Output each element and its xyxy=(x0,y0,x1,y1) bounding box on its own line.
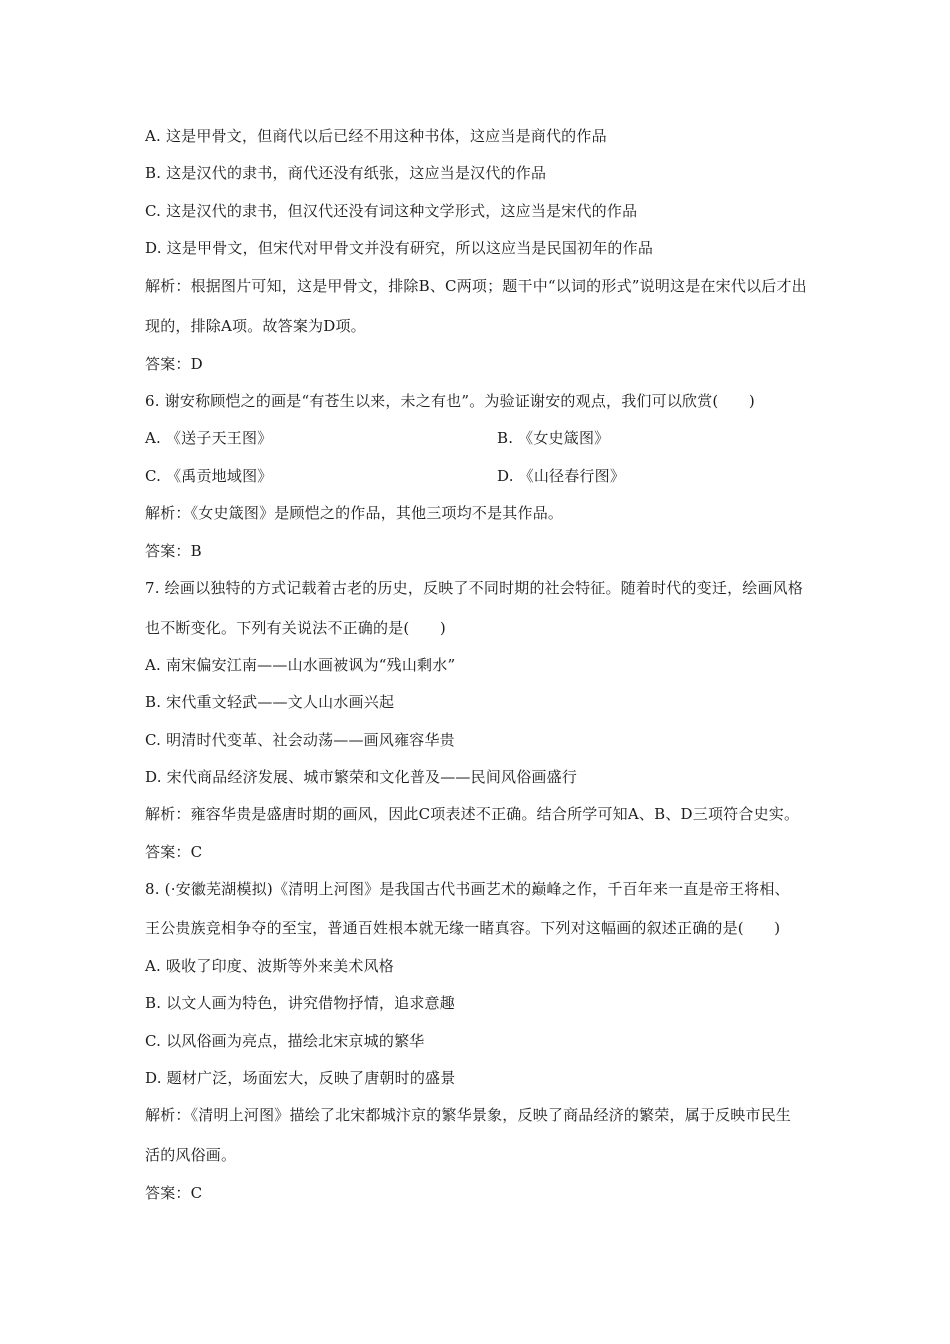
q6-options-row1 xyxy=(145,428,610,448)
q8-analysis-line1: 解析：《清明上河图》描绘了北宋都城汴京的繁华景象，反映了商品经济的繁荣，属于反映市民生 xyxy=(145,1106,792,1124)
q5-analysis-line2: 现的，排除A项。故答案为D项。 xyxy=(145,317,366,335)
q6-options-row2 xyxy=(145,466,626,486)
q8-analysis-line2: 活的风俗画。 xyxy=(145,1146,237,1164)
q6-analysis: 解析：《女史箴图》是顾恺之的作品，其他三项均不是其作品。 xyxy=(145,504,564,522)
q7-answer: 答案：C xyxy=(145,843,203,861)
q8-option-a: A. 吸收了印度、波斯等外来美术风格 xyxy=(145,957,394,975)
q8-option-c: C. 以风俗画为亮点，描绘北宋京城的繁华 xyxy=(145,1032,425,1050)
q7-analysis: 解析：雍容华贵是盛唐时期的画风，因此C项表述不正确。结合所学可知A、B、D三项符合史实。 xyxy=(145,805,800,823)
q8-option-d: D. 题材广泛，场面宏大，反映了唐朝时的盛景 xyxy=(145,1069,456,1087)
q6-answer: 答案：B xyxy=(145,542,202,560)
q6-option-d: D. 《山径春行图》 xyxy=(497,467,626,485)
q5-analysis-line1: 解析：根据图片可知，这是甲骨文，排除B、C两项；题干中“以词的形式”说明这是在宋代以后才出 xyxy=(145,277,807,295)
q7-option-a: A. 南宋偏安江南——山水画被讽为“残山剩水” xyxy=(145,656,456,674)
q5-option-d: D. 这是甲骨文，但宋代对甲骨文并没有研究，所以这应当是民国初年的作品 xyxy=(145,239,654,257)
q8-stem-line1: 8. (·安徽芜湖模拟)《清明上河图》是我国古代书画艺术的巅峰之作，千百年来一直是帝王将相、 xyxy=(145,880,790,898)
q5-option-a: A. 这是甲骨文，但商代以后已经不用这种书体，这应当是商代的作品 xyxy=(145,127,607,145)
q8-option-b: B. 以文人画为特色，讲究借物抒情，追求意趣 xyxy=(145,994,455,1012)
q7-option-d: D. 宋代商品经济发展、城市繁荣和文化普及——民间风俗画盛行 xyxy=(145,768,578,786)
q7-stem-line1: 7. 绘画以独特的方式记载着古老的历史，反映了不同时期的社会特征。随着时代的变迁，绘画风格 xyxy=(145,579,804,597)
q6-option-c: C. 《禹贡地域图》 xyxy=(145,467,273,485)
q5-option-b: B. 这是汉代的隶书，商代还没有纸张，这应当是汉代的作品 xyxy=(145,164,547,182)
q5-option-c: C. 这是汉代的隶书，但汉代还没有词这种文学形式，这应当是宋代的作品 xyxy=(145,202,638,220)
q7-stem-line2: 也不断变化。下列有关说法不正确的是( ) xyxy=(145,619,446,637)
q8-stem-line2: 王公贵族竞相争夺的至宝，普通百姓根本就无缘一睹真容。下列对这幅画的叙述正确的是( ) xyxy=(145,919,781,937)
q6-option-a: A. 《送子天王图》 xyxy=(145,429,273,447)
q6-stem: 6. 谢安称顾恺之的画是“有苍生以来，未之有也”。为验证谢安的观点，我们可以欣赏( ) xyxy=(145,392,755,410)
q7-option-b: B. 宋代重文轻武——文人山水画兴起 xyxy=(145,693,395,711)
q6-option-b: B. 《女史箴图》 xyxy=(497,429,610,447)
q5-answer: 答案：D xyxy=(145,355,203,373)
q7-option-c: C. 明清时代变革、社会动荡——画风雍容华贵 xyxy=(145,731,455,749)
q8-answer: 答案：C xyxy=(145,1184,203,1202)
